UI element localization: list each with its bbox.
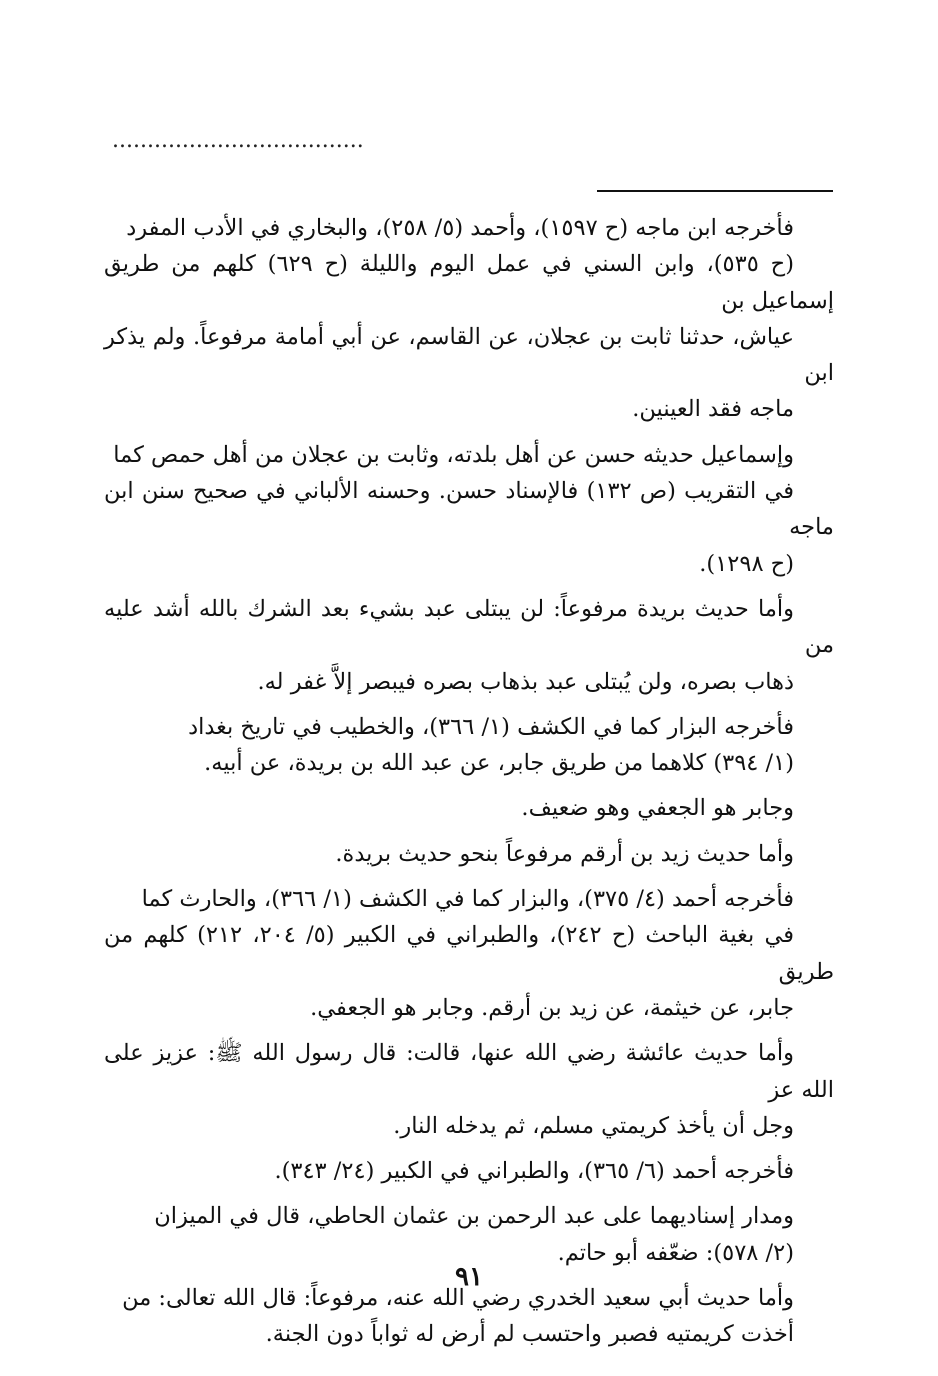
dotted-separator: .................................... bbox=[112, 128, 364, 153]
paragraph bbox=[104, 1035, 834, 1144]
page-number: ٩١ bbox=[455, 1262, 483, 1292]
text-line: وأما حديث أبي سعيد الخدري رضي الله عنه، مرفوعاً: قال الله تعالى: من bbox=[122, 1285, 794, 1312]
text-line: في بغية الباحث (ح ٢٤٢)، والطبراني في الكبير (٥/ ٢٠٤، ٢١٢) كلهم من طريق bbox=[104, 922, 834, 985]
text-line: أخذت كريمتيه فصبر واحتسب لم أرض له ثواباً دون الجنة. bbox=[265, 1321, 794, 1348]
text-line: وأما حديث عائشة رضي الله عنها، قالت: قال رسول الله ﷺ: عزيز على الله عز bbox=[104, 1040, 834, 1103]
paragraph bbox=[104, 591, 834, 700]
text-line: (١/ ٣٩٤) كلاهما من طريق جابر، عن عبد الله بن بريدة، عن أبيه. bbox=[204, 750, 794, 777]
text-line: جابر، عن خيثمة، عن زيد بن أرقم. وجابر هو الجعفي. bbox=[310, 994, 794, 1021]
page-body bbox=[104, 210, 834, 1362]
paragraph bbox=[104, 709, 834, 782]
text-line: وإسماعيل حديثه حسن عن أهل بلدته، وثابت بن عجلان من أهل حمص كما bbox=[113, 441, 794, 468]
paragraph bbox=[104, 1198, 834, 1271]
text-line: (ح ١٢٩٨). bbox=[699, 550, 794, 577]
text-line: وأما حديث زيد بن أرقم مرفوعاً بنحو حديث بريدة. bbox=[335, 840, 794, 867]
footnote-rule bbox=[597, 190, 833, 192]
paragraph bbox=[104, 1153, 834, 1189]
text-line: (٢/ ٥٧٨): ضعّفه أبو حاتم. bbox=[557, 1239, 794, 1266]
text-line: (ح ٥٣٥)، وابن السني في عمل اليوم والليلة (ح ٦٢٩) كلهم من طريق إسماعيل بن bbox=[104, 251, 834, 314]
text-line: فأخرجه أحمد (٦/ ٣٦٥)، والطبراني في الكبير (٢٤/ ٣٤٣). bbox=[274, 1158, 794, 1185]
text-line: ومدار إسناديهما على عبد الرحمن بن عثمان الحاطي، قال في الميزان bbox=[154, 1203, 794, 1230]
text-line: ماجه فقد العينين. bbox=[632, 396, 794, 423]
paragraph bbox=[104, 437, 834, 582]
text-line: عياش، حدثنا ثابت بن عجلان، عن القاسم، عن أبي أمامة مرفوعاً. ولم يذكر ابن bbox=[104, 323, 834, 387]
text-line: فأخرجه أحمد (٤/ ٣٧٥)، والبزار كما في الكشف (١/ ٣٦٦)، والحارث كما bbox=[141, 886, 794, 913]
text-line: وجابر هو الجعفي وهو ضعيف. bbox=[521, 795, 794, 822]
paragraph bbox=[104, 790, 834, 826]
text-line: في التقريب (ص ١٣٢) فالإسناد حسن. وحسنه الألباني في صحيح سنن ابن ماجه bbox=[104, 478, 834, 541]
text-line: فأخرجه ابن ماجه (ح ١٥٩٧)، وأحمد (٥/ ٢٥٨)، والبخاري في الأدب المفرد bbox=[126, 215, 794, 241]
text-line: وأما حديث بريدة مرفوعاً: لن يبتلى عبد بشيء بعد الشرك بالله أشد عليه من bbox=[104, 595, 834, 659]
paragraph bbox=[104, 881, 834, 1026]
text-line: وجل أن يأخذ كريمتي مسلم، ثم يدخله النار. bbox=[393, 1112, 794, 1139]
text-line: فأخرجه البزار كما في الكشف (١/ ٣٦٦)، والخطيب في تاريخ بغداد bbox=[188, 713, 794, 740]
paragraph bbox=[104, 210, 834, 428]
text-line: ذهاب بصره، ولن يُبتلى عبد بذهاب بصره فيبصر إلاَّ غفر له. bbox=[257, 668, 794, 695]
paragraph bbox=[104, 836, 834, 872]
